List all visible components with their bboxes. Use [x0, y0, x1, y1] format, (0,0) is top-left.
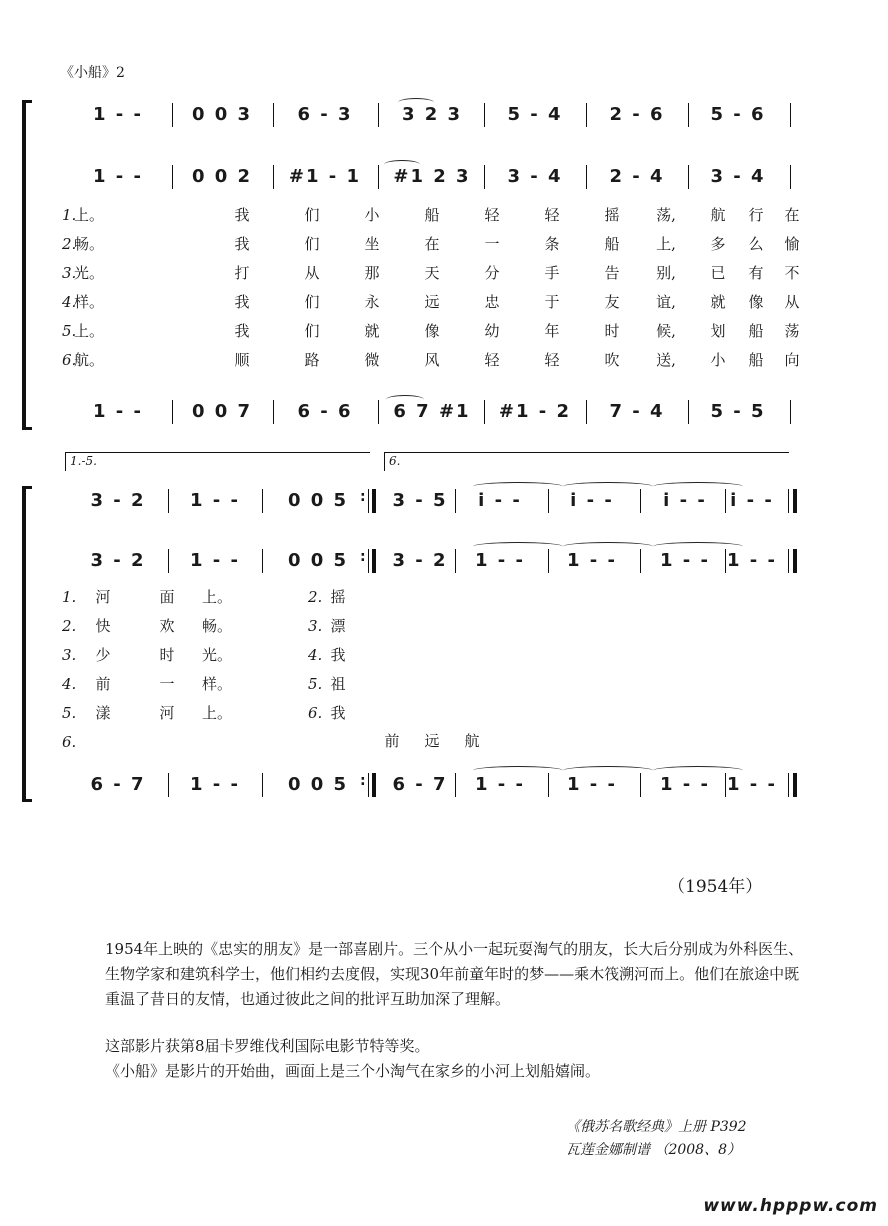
verse-number: 1. — [62, 206, 77, 224]
system2-voice3 — [0, 770, 888, 800]
lyric-char: 船 — [424, 206, 440, 224]
volta-1-5: 1.-5. — [65, 452, 370, 471]
lyric-char: 轻 — [484, 351, 500, 369]
slur — [384, 160, 420, 169]
lyric-char: 别, — [656, 264, 676, 282]
lyric-char: 面 — [159, 588, 175, 606]
barline — [790, 400, 791, 424]
barline — [172, 400, 173, 424]
measure: 5 - 5 — [710, 401, 766, 422]
lyric-char: 于 — [544, 293, 560, 311]
lyric-char: 前 — [95, 675, 111, 693]
barline — [455, 489, 456, 513]
barline — [168, 489, 169, 513]
next-verse-char: 我 — [330, 704, 346, 722]
verse-number: 3. — [62, 264, 77, 282]
lyric-char: 远 — [424, 293, 440, 311]
lyric-char: 一 — [484, 235, 500, 253]
slur — [386, 395, 424, 404]
barline — [688, 400, 689, 424]
final-thin-barline — [788, 549, 789, 573]
lyric-char: 吹 — [604, 351, 620, 369]
measure: 1 - - — [190, 550, 240, 571]
lyric-char: 少 — [95, 646, 111, 664]
lyric-char: 那 — [364, 264, 380, 282]
lyric-char: 快 — [95, 617, 111, 635]
lyric-line — [0, 584, 400, 610]
measure: 1 - - — [727, 550, 777, 571]
lyric-line — [0, 729, 400, 755]
final-barline — [793, 489, 797, 513]
lyric-char: 年 — [544, 322, 560, 340]
measure: 3 - 2 — [392, 550, 448, 571]
system1-voice3 — [0, 397, 888, 427]
measure: 1 - - — [93, 401, 143, 422]
final-thin-barline — [788, 489, 789, 513]
tie — [653, 542, 743, 551]
ending-lyric-char: 航 — [464, 732, 480, 750]
measure: #1 2 3 — [393, 166, 471, 187]
measure: 3 - 2 — [90, 490, 146, 511]
lyric-char: 小 — [710, 351, 726, 369]
verse-number: 4. — [62, 293, 77, 311]
lyric-char: 漾 — [95, 704, 111, 722]
source-book: 《俄苏名歌经典》上册 P392 — [566, 1119, 747, 1135]
barline — [378, 165, 379, 189]
lyric-char: 船 — [604, 235, 620, 253]
lyric-line — [0, 642, 400, 668]
lyric-char: 航 — [710, 206, 726, 224]
measure: 1 - - — [660, 774, 710, 795]
lyric-end: 光。 — [73, 264, 104, 282]
measure: 3 2 3 — [401, 104, 463, 125]
lyric-char: 就 — [710, 293, 726, 311]
barline — [790, 165, 791, 189]
lyric-end: 畅。 — [73, 235, 104, 253]
final-barline — [793, 773, 797, 797]
barline — [484, 400, 485, 424]
measure: i - - — [663, 490, 707, 511]
barline — [455, 773, 456, 797]
barline — [378, 103, 379, 127]
lyric-char: 船 — [748, 322, 764, 340]
measure: #1 - 2 — [498, 401, 572, 422]
tie — [473, 542, 563, 551]
lyric-char: 永 — [364, 293, 380, 311]
lyric-char: 样。 — [201, 675, 232, 693]
lyric-char: 们 — [304, 322, 320, 340]
lyric-char: 候, — [656, 322, 676, 340]
measure: 1 - - — [190, 490, 240, 511]
barline — [273, 400, 274, 424]
measure: 0 0 2 — [191, 166, 253, 187]
lyric-char: 路 — [304, 351, 320, 369]
description-paragraph-1: 1954年上映的《忠实的朋友》是一部喜剧片。三个从小一起玩耍淘气的朋友，长大后分别成为外科医生、生物学家和建筑科学士，他们相约去度假，实现30年前童年时的梦——乘木筏溯河而上。他们在旅途中既重温了昔日的友情，也通过彼此之间的批评互助加深了理解。 — [105, 940, 804, 1008]
lyric-char: 风 — [424, 351, 440, 369]
measure: 2 - 4 — [609, 166, 665, 187]
lyric-end: 上。 — [73, 322, 104, 340]
barline — [484, 103, 485, 127]
measure: 7 - 4 — [609, 401, 665, 422]
lyric-end: 航。 — [73, 351, 104, 369]
next-verse-char: 摇 — [330, 588, 346, 606]
lyric-char: 谊, — [656, 293, 676, 311]
barline — [586, 165, 587, 189]
barline — [586, 103, 587, 127]
system2-voice2 — [0, 546, 888, 576]
next-verse-char: 漂 — [330, 617, 346, 635]
measure: 3 - 4 — [710, 166, 766, 187]
lyric-line — [0, 318, 888, 344]
system2-voice1 — [0, 486, 888, 516]
barline — [548, 549, 549, 573]
lyric-line — [0, 671, 400, 697]
next-verse-number: 6. — [308, 704, 323, 722]
barline — [262, 489, 263, 513]
repeat-dots: : — [360, 773, 366, 789]
lyric-char: 行 — [748, 206, 764, 224]
barline — [548, 773, 549, 797]
measure: 0 0 5 — [287, 550, 349, 571]
lyric-char: 我 — [234, 206, 250, 224]
next-verse-number: 4. — [308, 646, 323, 664]
barline — [455, 549, 456, 573]
measure: 5 - 4 — [507, 104, 563, 125]
measure: 3 - 4 — [507, 166, 563, 187]
lyric-char: 从 — [784, 293, 800, 311]
lyric-char: 船 — [748, 351, 764, 369]
lyric-char: 友 — [604, 293, 620, 311]
lyric-end: 样。 — [73, 293, 104, 311]
description-paragraph-3: 《小船》是影片的开始曲，画面上是三个小淘气在家乡的小河上划船嬉闹。 — [105, 1062, 601, 1080]
verse-number: 3. — [62, 646, 77, 664]
tie — [653, 766, 743, 775]
lyric-char: 不 — [784, 264, 800, 282]
repeat-dots: : — [360, 489, 366, 505]
repeat-end-barline — [372, 549, 376, 573]
watermark: www.hpppw.com — [703, 1196, 878, 1216]
repeat-dots: : — [360, 549, 366, 565]
measure: 0 0 5 — [287, 774, 349, 795]
lyric-char: 们 — [304, 293, 320, 311]
measure: 1 - - — [93, 104, 143, 125]
barline — [640, 549, 641, 573]
ending-lyric-char: 前 — [384, 732, 400, 750]
lyric-char: 条 — [544, 235, 560, 253]
measure: 1 - - — [475, 550, 525, 571]
lyric-char: 上, — [656, 235, 676, 253]
lyric-char: 轻 — [544, 351, 560, 369]
measure: 0 0 3 — [191, 104, 253, 125]
lyric-char: 有 — [748, 264, 764, 282]
next-verse-number: 2. — [308, 588, 323, 606]
lyric-char: 们 — [304, 235, 320, 253]
barline — [262, 773, 263, 797]
lyric-char: 分 — [484, 264, 500, 282]
lyric-char: 向 — [784, 351, 800, 369]
lyric-char: 轻 — [484, 206, 500, 224]
lyric-char: 愉 — [784, 235, 800, 253]
measure: 1 - - — [567, 774, 617, 795]
lyric-char: 荡, — [656, 206, 676, 224]
lyric-char: 已 — [710, 264, 726, 282]
barline — [688, 103, 689, 127]
lyric-char: 欢 — [159, 617, 175, 635]
lyric-char: 我 — [234, 235, 250, 253]
barline — [273, 103, 274, 127]
lyric-char: 河 — [95, 588, 111, 606]
lyric-char: 们 — [304, 206, 320, 224]
lyric-line — [0, 231, 888, 257]
measure: 6 7 #1 — [393, 401, 471, 422]
lyric-char: 上。 — [201, 588, 232, 606]
ending-lyric-char: 远 — [424, 732, 440, 750]
next-verse-number: 5. — [308, 675, 323, 693]
lyric-char: 划 — [710, 322, 726, 340]
lyric-char: 摇 — [604, 206, 620, 224]
lyric-char: 顺 — [234, 351, 250, 369]
source-transcriber: 瓦莲金娜制谱 （2008、8） — [566, 1142, 741, 1158]
lyric-char: 告 — [604, 264, 620, 282]
lyric-char: 手 — [544, 264, 560, 282]
year-label: （1954年） — [668, 877, 763, 897]
barline — [725, 549, 726, 573]
lyric-char: 忠 — [484, 293, 500, 311]
measure: 3 - 2 — [90, 550, 146, 571]
measure: 6 - 7 — [90, 774, 146, 795]
barline — [168, 773, 169, 797]
lyric-line — [0, 700, 400, 726]
barline — [273, 165, 274, 189]
verse-number: 6. — [62, 733, 77, 751]
tie — [563, 482, 653, 491]
barline — [688, 165, 689, 189]
tie — [473, 482, 563, 491]
lyric-char: 我 — [234, 322, 250, 340]
barline — [172, 165, 173, 189]
lyric-char: 幼 — [484, 322, 500, 340]
tie — [563, 542, 653, 551]
next-verse-number: 3. — [308, 617, 323, 635]
lyric-char: 像 — [748, 293, 764, 311]
measure: 1 - - — [660, 550, 710, 571]
tie — [563, 766, 653, 775]
lyric-char: 一 — [159, 675, 175, 693]
barline — [484, 165, 485, 189]
measure: 3 - 5 — [392, 490, 448, 511]
lyric-line — [0, 289, 888, 315]
lyric-line — [0, 260, 888, 286]
lyric-line — [0, 613, 400, 639]
lyric-char: 我 — [234, 293, 250, 311]
repeat-thin-barline — [368, 549, 369, 573]
verse-number: 1. — [62, 588, 77, 606]
lyric-char: 天 — [424, 264, 440, 282]
measure: 1 - - — [475, 774, 525, 795]
barline — [548, 489, 549, 513]
tie — [653, 482, 743, 491]
measure: 0 0 5 — [287, 490, 349, 511]
final-thin-barline — [788, 773, 789, 797]
measure: 5 - 6 — [710, 104, 766, 125]
repeat-end-barline — [372, 773, 376, 797]
verse-number: 4. — [62, 675, 77, 693]
barline — [586, 400, 587, 424]
lyric-char: 河 — [159, 704, 175, 722]
measure: 2 - 6 — [609, 104, 665, 125]
verse-number: 5. — [62, 322, 77, 340]
lyric-char: 轻 — [544, 206, 560, 224]
system1-voice2 — [0, 162, 888, 192]
measure: i - - — [570, 490, 614, 511]
verse-number: 5. — [62, 704, 77, 722]
lyric-end: 上。 — [73, 206, 104, 224]
measure: #1 - 1 — [288, 166, 362, 187]
lyric-char: 送, — [656, 351, 676, 369]
lyric-char: 坐 — [364, 235, 380, 253]
lyric-char: 像 — [424, 322, 440, 340]
lyric-char: 光。 — [201, 646, 232, 664]
verse-number: 2. — [62, 235, 77, 253]
volta-6: 6. — [384, 452, 789, 471]
barline — [725, 773, 726, 797]
lyric-char: 畅。 — [201, 617, 232, 635]
measure: 0 0 7 — [191, 401, 253, 422]
barline — [725, 489, 726, 513]
lyric-char: 时 — [159, 646, 175, 664]
tie — [473, 766, 563, 775]
description-paragraph-2: 这部影片获第8届卡罗维伐利国际电影节特等奖。 — [105, 1037, 430, 1055]
repeat-end-barline — [372, 489, 376, 513]
lyric-char: 微 — [364, 351, 380, 369]
lyric-char: 小 — [364, 206, 380, 224]
final-barline — [793, 549, 797, 573]
lyric-char: 在 — [784, 206, 800, 224]
repeat-thin-barline — [368, 489, 369, 513]
barline — [790, 103, 791, 127]
next-verse-char: 祖 — [330, 675, 346, 693]
lyric-line — [0, 202, 888, 228]
barline — [262, 549, 263, 573]
measure: 6 - 3 — [297, 104, 353, 125]
measure: 1 - - — [93, 166, 143, 187]
lyric-char: 从 — [304, 264, 320, 282]
barline — [168, 549, 169, 573]
lyric-char: 就 — [364, 322, 380, 340]
verse-number: 2. — [62, 617, 77, 635]
measure: i - - — [730, 490, 774, 511]
barline — [640, 489, 641, 513]
next-verse-char: 我 — [330, 646, 346, 664]
lyric-char: 在 — [424, 235, 440, 253]
lyric-char: 上。 — [201, 704, 232, 722]
barline — [172, 103, 173, 127]
measure: 6 - 6 — [297, 401, 353, 422]
measure: 1 - - — [190, 774, 240, 795]
lyric-char: 多 — [710, 235, 726, 253]
lyric-char: 打 — [234, 264, 250, 282]
measure: 1 - - — [727, 774, 777, 795]
page-header: 《小船》2 — [60, 65, 125, 81]
barline — [640, 773, 641, 797]
barline — [378, 400, 379, 424]
verse-number: 6. — [62, 351, 77, 369]
slur — [398, 98, 434, 107]
measure: 1 - - — [567, 550, 617, 571]
lyric-char: 时 — [604, 322, 620, 340]
measure: 6 - 7 — [392, 774, 448, 795]
repeat-thin-barline — [368, 773, 369, 797]
measure: i - - — [478, 490, 522, 511]
lyric-char: 么 — [748, 235, 764, 253]
lyric-line — [0, 347, 888, 373]
lyric-char: 荡 — [784, 322, 800, 340]
system1-voice1 — [0, 100, 888, 130]
